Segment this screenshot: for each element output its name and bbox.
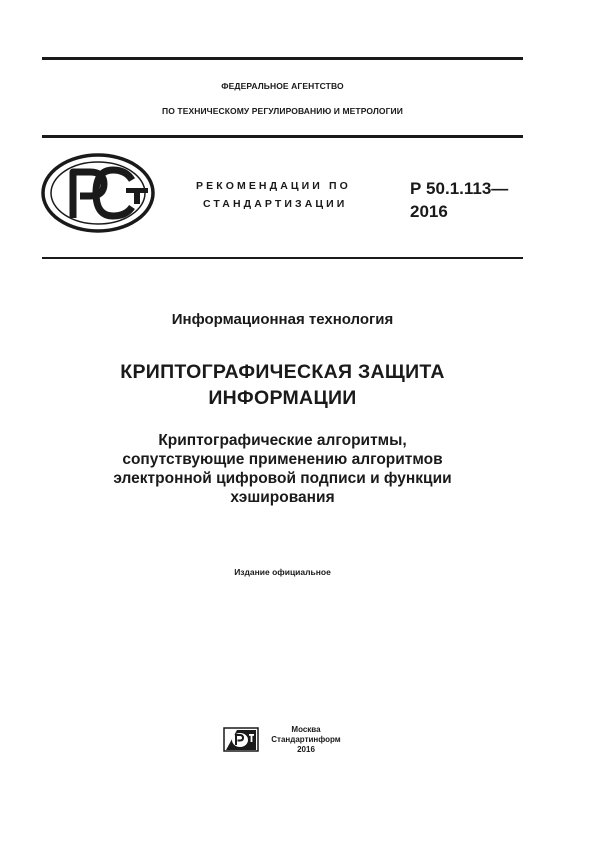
subtitle-line-3: электронной цифровой подписи и функции	[113, 470, 452, 487]
standard-number-line-2: 2016	[410, 202, 448, 221]
document-subtitle	[60, 431, 505, 507]
logo-divider	[42, 257, 523, 259]
series-title: Информационная технология	[171, 311, 394, 328]
publisher-year: 2016	[297, 745, 315, 754]
edition-note: Издание официальное	[234, 567, 331, 577]
standard-number-line-1: Р 50.1.113—	[410, 179, 509, 198]
title-line-2: ИНФОРМАЦИИ	[208, 387, 357, 409]
standartinform-logo-icon	[223, 727, 259, 752]
subtitle-line-4: хэширования	[230, 489, 335, 506]
doc-type-line-2: СТАНДАРТИЗАЦИИ	[203, 198, 348, 210]
publisher-name: Стандартинформ	[271, 735, 341, 744]
publisher-info	[266, 725, 346, 755]
subtitle-line-1: Криптографические алгоритмы,	[158, 432, 407, 449]
agency-line-2: ПО ТЕХНИЧЕСКОМУ РЕГУЛИРОВАНИЮ И МЕТРОЛОГИИ	[162, 106, 403, 116]
publisher-city: Москва	[291, 725, 321, 734]
title-line-1: КРИПТОГРАФИЧЕСКАЯ ЗАЩИТА	[120, 361, 445, 383]
header-divider	[42, 135, 523, 138]
standard-number	[410, 177, 508, 223]
document-title	[60, 359, 505, 411]
top-rule	[42, 57, 523, 60]
gost-r-logo-icon	[40, 152, 160, 234]
doc-type-line-1: РЕКОМЕНДАЦИИ ПО	[196, 180, 351, 192]
agency-line-1: ФЕДЕРАЛЬНОЕ АГЕНТСТВО	[221, 81, 344, 91]
subtitle-line-2: сопутствующие применению алгоритмов	[122, 451, 443, 468]
